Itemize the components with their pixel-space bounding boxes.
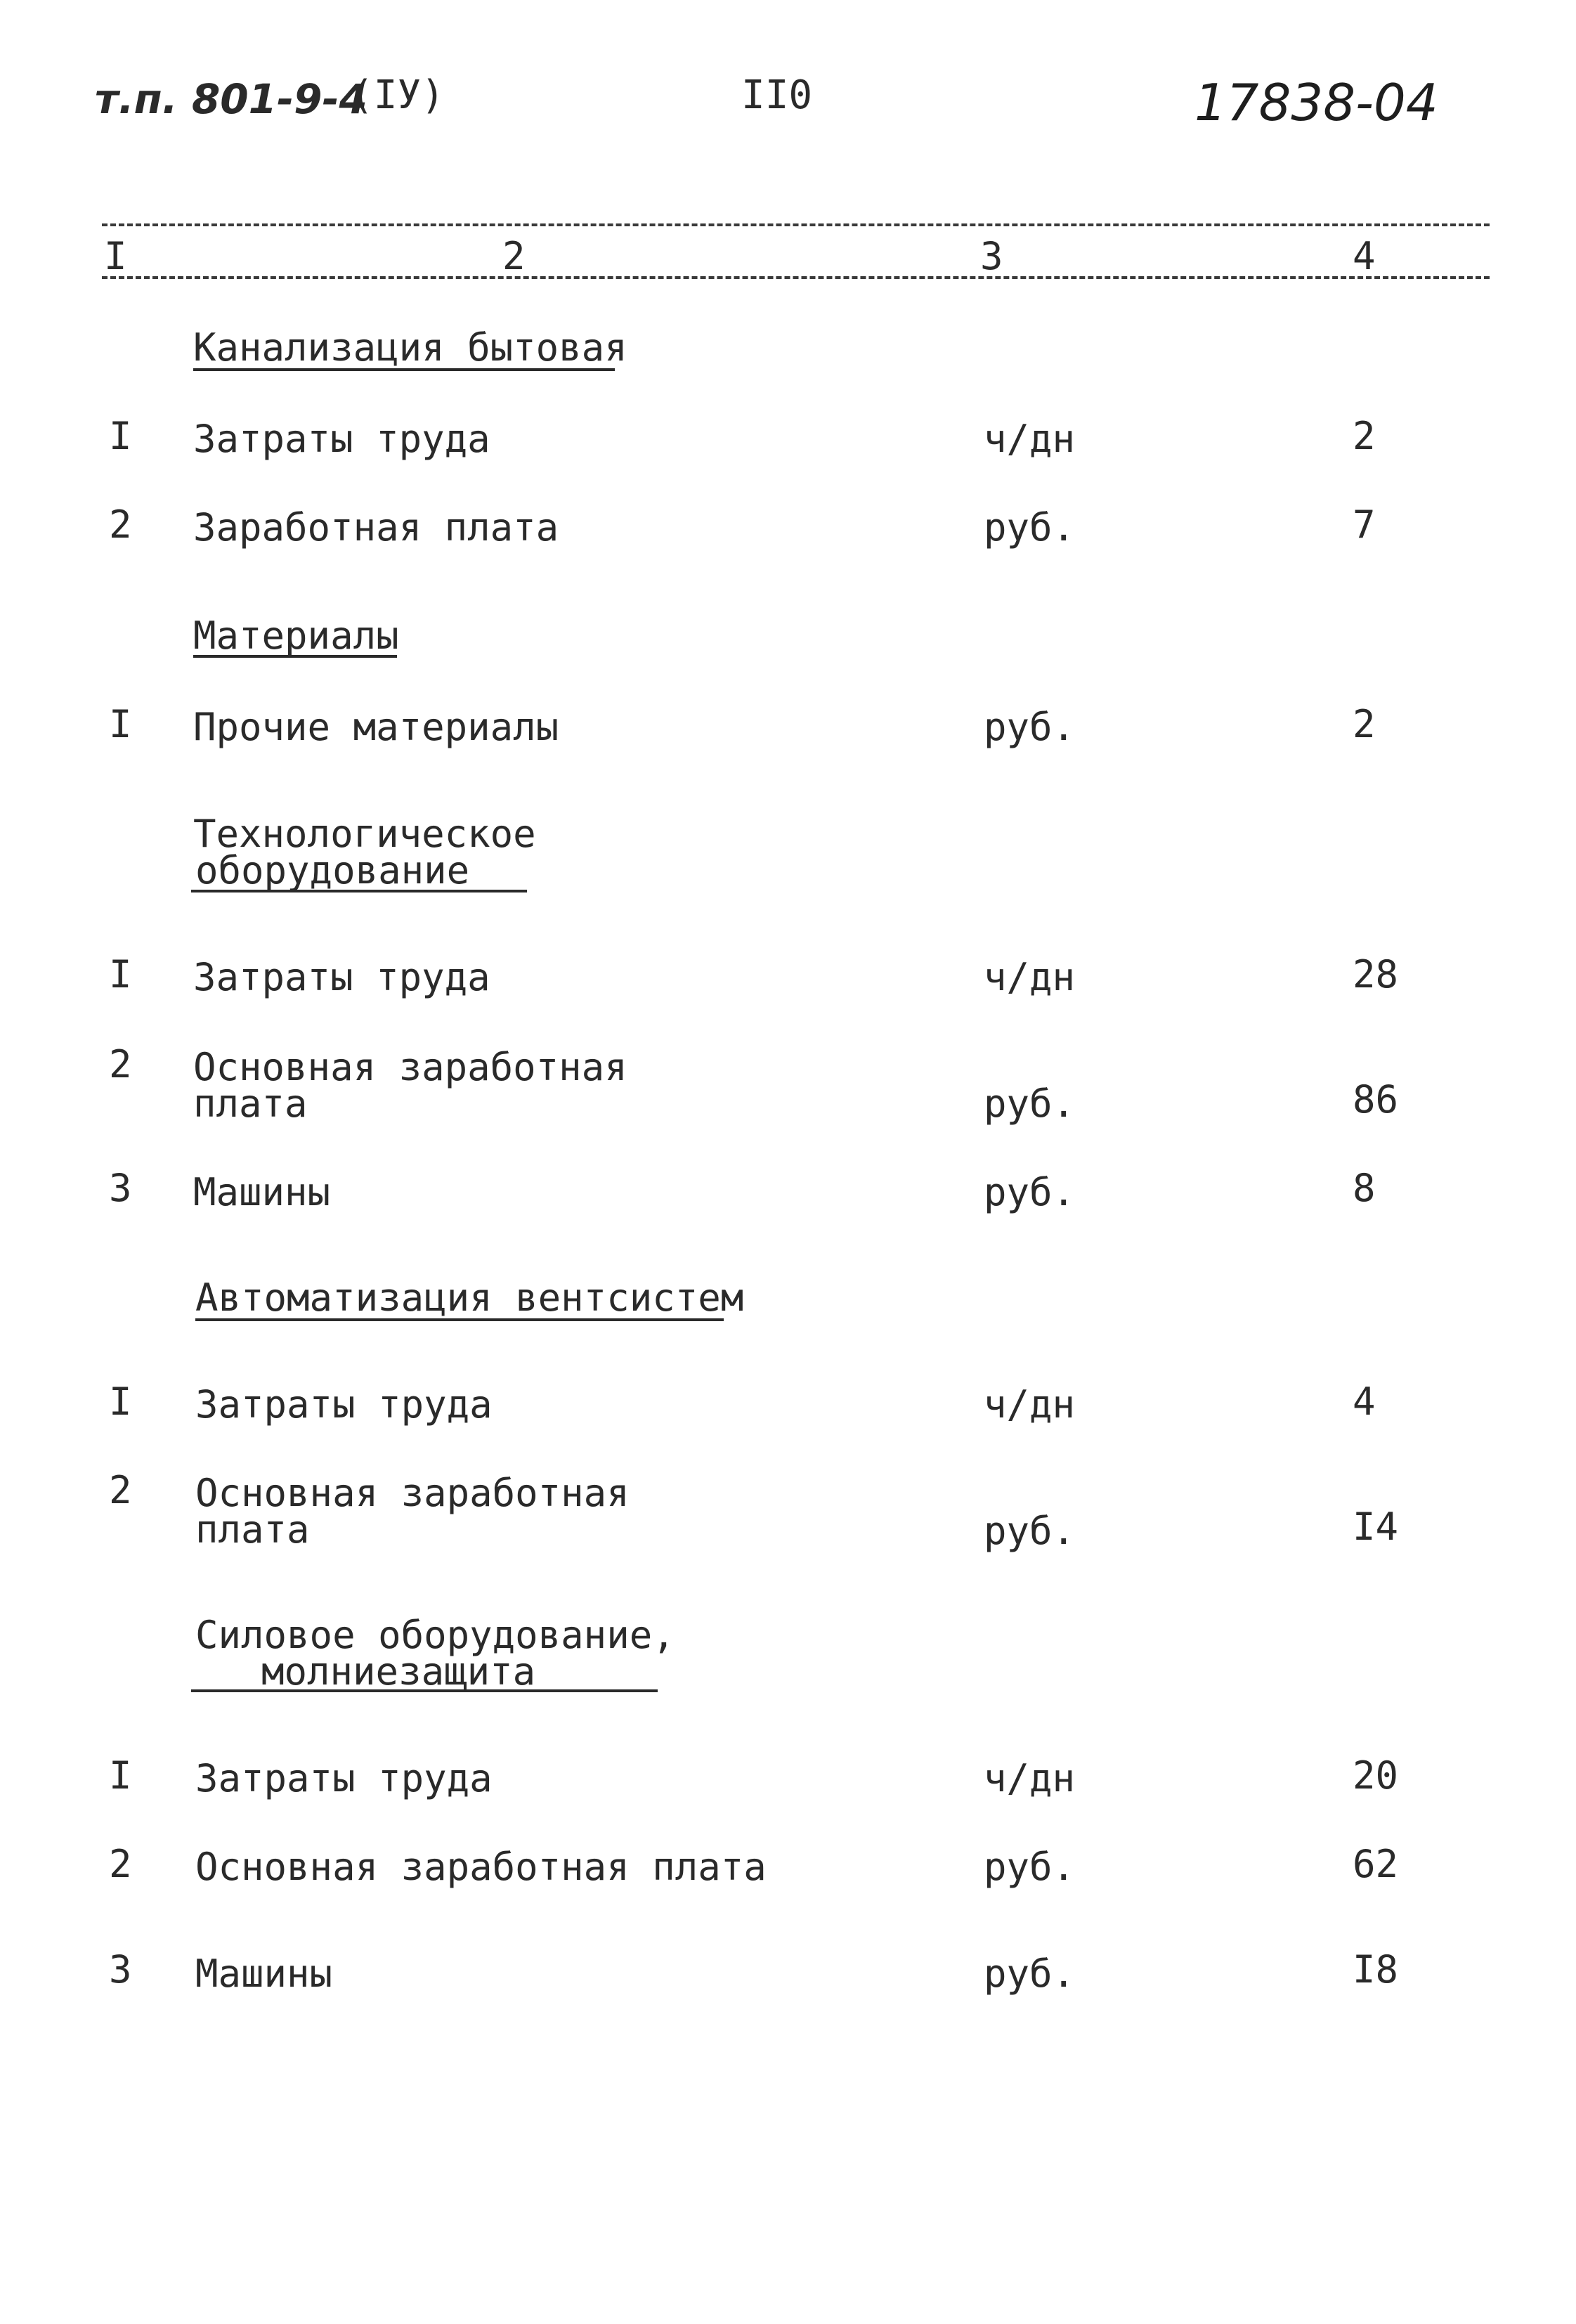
row-number: I [109, 1380, 132, 1424]
row-name: Затраты труда [193, 955, 490, 999]
row-unit: руб. [984, 705, 1076, 749]
section-title-underline [191, 1689, 658, 1692]
section-title-underline [195, 1318, 724, 1321]
row-name: плата [193, 1082, 308, 1126]
row-name: Основная заработная [195, 1471, 630, 1515]
row-number: 2 [109, 1042, 132, 1086]
row-value: I8 [1353, 1947, 1399, 1992]
section-title: молниезащита [261, 1649, 536, 1694]
row-name: Заработная плата [193, 505, 559, 550]
page-number: II0 [741, 72, 813, 118]
section-title: Силовое оборудование, [195, 1613, 675, 1657]
section-title-underline [193, 368, 615, 371]
row-number: I [109, 702, 132, 746]
row-unit: руб. [984, 1170, 1076, 1214]
column-header-bottom-rule [102, 276, 1490, 279]
section-title: Технологическое [193, 812, 536, 856]
row-number: 2 [109, 502, 132, 547]
row-name: Основная заработная плата [195, 1845, 767, 1889]
row-number: I [109, 952, 132, 997]
row-unit: ч/дн [984, 417, 1076, 461]
row-unit: руб. [984, 505, 1076, 550]
row-value: I4 [1353, 1505, 1399, 1549]
row-name: Затраты труда [193, 417, 490, 461]
row-number: 3 [109, 1166, 132, 1210]
column-header-1: I [104, 234, 127, 278]
column-header-4: 4 [1353, 234, 1376, 278]
section-title: оборудование [195, 848, 470, 892]
row-unit: руб. [984, 1509, 1076, 1553]
column-header-2: 2 [502, 234, 526, 278]
album-code: (IУ) [350, 72, 445, 118]
row-value: 7 [1353, 502, 1376, 547]
row-value: 8 [1353, 1166, 1376, 1210]
section-title: Автоматизация вентсистем [195, 1275, 744, 1320]
column-header-top-rule [102, 223, 1490, 226]
row-value: 2 [1353, 414, 1376, 458]
row-unit: ч/дн [984, 1382, 1076, 1427]
row-unit: руб. [984, 1082, 1076, 1126]
row-name: Машины [195, 1952, 333, 1996]
section-title: Канализация бытовая [193, 325, 627, 370]
row-unit: руб. [984, 1952, 1076, 1996]
row-name: Затраты труда [195, 1756, 493, 1800]
section-title-underline [193, 655, 397, 658]
row-number: 2 [109, 1842, 132, 1886]
row-number: I [109, 414, 132, 458]
row-unit: ч/дн [984, 955, 1076, 999]
column-header-3: 3 [980, 234, 1003, 278]
row-name: Прочие материалы [193, 705, 559, 749]
row-unit: руб. [984, 1845, 1076, 1889]
row-value: 2 [1353, 702, 1376, 746]
row-unit: ч/дн [984, 1756, 1076, 1800]
row-name: Основная заработная [193, 1045, 627, 1089]
row-value: 28 [1353, 952, 1399, 997]
row-value: 62 [1353, 1842, 1399, 1886]
row-name: Машины [193, 1170, 331, 1214]
row-number: 3 [109, 1947, 132, 1992]
project-code: т.п. 801-9-4 [95, 75, 367, 123]
row-number: 2 [109, 1468, 132, 1512]
document-number: 17838-04 [1194, 73, 1438, 132]
row-value: 20 [1353, 1753, 1399, 1798]
row-value: 86 [1353, 1077, 1399, 1122]
row-name: плата [195, 1507, 310, 1552]
row-value: 4 [1353, 1380, 1376, 1424]
section-title: Материалы [193, 614, 399, 658]
section-title-underline [191, 890, 527, 892]
row-name: Затраты труда [195, 1382, 493, 1427]
row-number: I [109, 1753, 132, 1798]
